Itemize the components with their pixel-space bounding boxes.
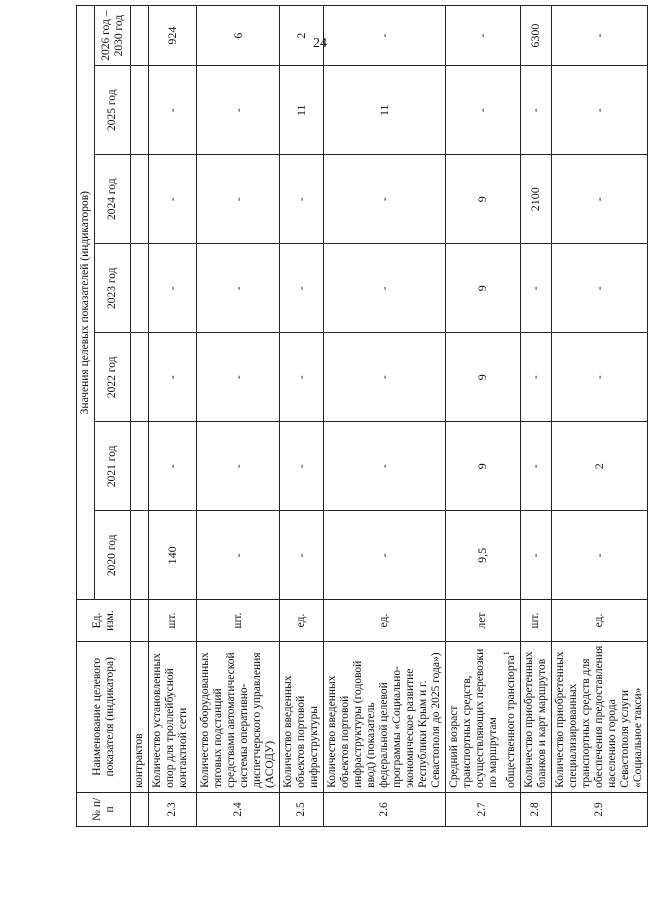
row-value: 9 bbox=[446, 244, 521, 333]
row-value: - bbox=[324, 511, 446, 600]
row-value: 2 bbox=[551, 422, 647, 511]
row-value: 11 bbox=[280, 66, 324, 155]
row-value: - bbox=[520, 66, 551, 155]
row-unit: шт. bbox=[520, 600, 551, 641]
row-indicator-name: Количество введенных объектов портовой инфраструктуры (годовой ввод) (показатель федеральной целевой программы «Социально-экономическое развитие Республики Крым и г. Севастополя до 2025 года») bbox=[324, 641, 446, 792]
row-indicator-name: Количество оборудованных тяговых подстанций средствами автоматической системы оперативно-диспетчерского управления (АСОДУ) bbox=[197, 641, 280, 792]
header-year: 2024 год bbox=[95, 155, 131, 244]
row-value: - bbox=[149, 66, 197, 155]
header-unit: Ед. изм. bbox=[77, 600, 131, 641]
row-value bbox=[131, 66, 149, 155]
table-row bbox=[197, 6, 280, 827]
row-value: - bbox=[551, 66, 647, 155]
row-value: - bbox=[324, 6, 446, 66]
header-year: 2020 год bbox=[95, 511, 131, 600]
indicator-table-rotated bbox=[76, 5, 644, 827]
row-indicator-name: Количество установленных опор для троллейбусной контактной сети bbox=[149, 641, 197, 792]
row-value: - bbox=[280, 333, 324, 422]
row-value: - bbox=[446, 6, 521, 66]
row-value: 9 bbox=[446, 333, 521, 422]
header-num: № п/п bbox=[77, 792, 131, 826]
row-value: - bbox=[520, 511, 551, 600]
row-unit: ед. bbox=[551, 600, 647, 641]
row-indicator-name-text: Средний возраст транспортных средств, осуществляющих перевозки по маршрутам общественного транспорта bbox=[448, 648, 517, 788]
row-value: - bbox=[324, 422, 446, 511]
row-value: 6 bbox=[197, 6, 280, 66]
row-number bbox=[131, 792, 149, 826]
header-year: 2023 год bbox=[95, 244, 131, 333]
row-value: - bbox=[324, 333, 446, 422]
indicator-table bbox=[76, 5, 648, 827]
row-value: - bbox=[280, 155, 324, 244]
table-row bbox=[324, 6, 446, 827]
row-value: - bbox=[520, 422, 551, 511]
row-value: - bbox=[551, 333, 647, 422]
header-group: Значения целевых показателей (индикаторов) bbox=[77, 6, 95, 600]
row-value: - bbox=[149, 422, 197, 511]
row-value: 9,5 bbox=[446, 511, 521, 600]
row-value: - bbox=[280, 511, 324, 600]
row-unit: шт. bbox=[197, 600, 280, 641]
row-indicator-name bbox=[446, 641, 521, 792]
row-value: - bbox=[280, 422, 324, 511]
row-number: 2.9 bbox=[551, 792, 647, 826]
row-value: - bbox=[551, 6, 647, 66]
row-value: 2100 bbox=[520, 155, 551, 244]
row-number: 2.7 bbox=[446, 792, 521, 826]
footnote-marker: 1 bbox=[502, 651, 511, 656]
row-value: - bbox=[149, 244, 197, 333]
row-number: 2.5 bbox=[280, 792, 324, 826]
row-unit: лет bbox=[446, 600, 521, 641]
row-value: 140 bbox=[149, 511, 197, 600]
row-value: - bbox=[197, 66, 280, 155]
header-year: 2026 год – 2030 год bbox=[95, 6, 131, 66]
row-unit bbox=[131, 600, 149, 641]
table-row bbox=[149, 6, 197, 827]
row-value bbox=[131, 422, 149, 511]
row-value: - bbox=[324, 155, 446, 244]
row-value: 2 bbox=[280, 6, 324, 66]
row-value: - bbox=[324, 244, 446, 333]
row-number: 2.3 bbox=[149, 792, 197, 826]
header-year: 2021 год bbox=[95, 422, 131, 511]
table-row bbox=[280, 6, 324, 827]
row-value bbox=[131, 155, 149, 244]
row-indicator-name: Количество приобретенных специализированных транспортных средств для обеспечения предоставления населению города Севастополя услуги «Социальное такси» bbox=[551, 641, 647, 792]
header-year: 2025 год bbox=[95, 66, 131, 155]
row-value bbox=[131, 244, 149, 333]
row-value: - bbox=[280, 244, 324, 333]
row-number: 2.4 bbox=[197, 792, 280, 826]
row-value: - bbox=[551, 244, 647, 333]
row-indicator-name: Количество приобретенных бланков и карт маршрутов bbox=[520, 641, 551, 792]
row-indicator-name: Количество введенных объектов портовой инфраструктуры bbox=[280, 641, 324, 792]
row-value: - bbox=[520, 333, 551, 422]
row-value bbox=[131, 6, 149, 66]
row-unit: ед. bbox=[280, 600, 324, 641]
table-row bbox=[520, 6, 551, 827]
row-value: - bbox=[149, 333, 197, 422]
row-value bbox=[131, 511, 149, 600]
header-year: 2022 год bbox=[95, 333, 131, 422]
row-indicator-name: контрактов bbox=[131, 641, 149, 792]
row-value: - bbox=[520, 244, 551, 333]
row-value: - bbox=[551, 155, 647, 244]
table-row bbox=[551, 6, 647, 827]
row-value: - bbox=[149, 155, 197, 244]
table-row bbox=[446, 6, 521, 827]
row-value: 9 bbox=[446, 155, 521, 244]
row-value: - bbox=[551, 511, 647, 600]
row-value: - bbox=[197, 155, 280, 244]
row-value: 9 bbox=[446, 422, 521, 511]
row-number: 2.6 bbox=[324, 792, 446, 826]
row-number: 2.8 bbox=[520, 792, 551, 826]
row-value: - bbox=[197, 333, 280, 422]
row-value: 11 bbox=[324, 66, 446, 155]
table-row bbox=[131, 6, 149, 827]
row-value: - bbox=[197, 511, 280, 600]
row-value: 6300 bbox=[520, 6, 551, 66]
row-unit: ед. bbox=[324, 600, 446, 641]
row-value: - bbox=[197, 244, 280, 333]
header-name: Наименование целевого показателя (индикатора) bbox=[77, 641, 131, 792]
row-value: - bbox=[446, 66, 521, 155]
row-value bbox=[131, 333, 149, 422]
row-value: - bbox=[197, 422, 280, 511]
page-number: 24 bbox=[313, 36, 327, 51]
row-value: 924 bbox=[149, 6, 197, 66]
row-unit: шт. bbox=[149, 600, 197, 641]
